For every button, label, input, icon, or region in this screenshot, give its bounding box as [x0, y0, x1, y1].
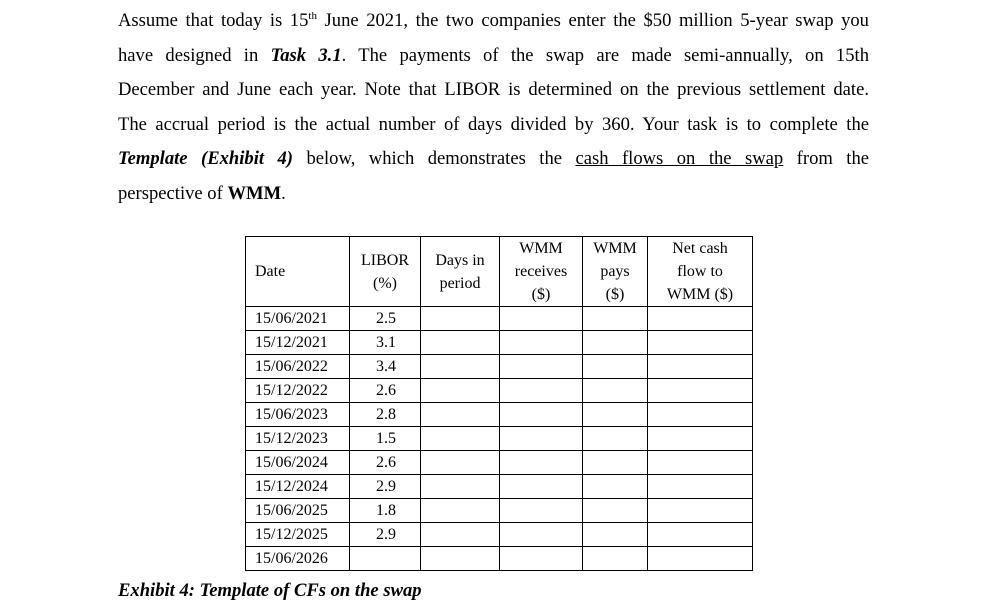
table-row: [246, 499, 753, 523]
task-paragraph: [118, 4, 869, 212]
date-cell: 15/06/2022: [246, 355, 350, 379]
net-cash-flow-cell[interactable]: [648, 403, 753, 427]
days-cell[interactable]: [421, 427, 500, 451]
table-header-row: [246, 237, 753, 307]
net-cash-flow-cell[interactable]: [648, 427, 753, 451]
table-row: [246, 403, 753, 427]
table-row: [246, 427, 753, 451]
header-label: WMM: [519, 240, 563, 257]
template-reference: Template (Exhibit 4): [118, 148, 293, 170]
header-date: [246, 237, 350, 307]
libor-cell: 3.4: [350, 355, 421, 379]
paragraph-text: . The payments of the swap are made semi-annually, on 15th: [341, 44, 869, 66]
days-cell[interactable]: [421, 451, 500, 475]
date-cell: 15/06/2026: [246, 547, 350, 571]
net-cash-flow-cell[interactable]: [648, 547, 753, 571]
pays-cell[interactable]: [583, 355, 648, 379]
header-label: ($): [605, 286, 625, 303]
header-label: (%): [373, 274, 397, 292]
receives-cell[interactable]: [500, 403, 583, 427]
receives-cell[interactable]: [500, 523, 583, 547]
paragraph-text: .: [281, 182, 286, 204]
table-row: [246, 355, 753, 379]
pays-cell[interactable]: [583, 403, 648, 427]
pays-cell[interactable]: [583, 331, 648, 355]
libor-cell: 2.6: [350, 379, 421, 403]
date-cell: 15/06/2025: [246, 499, 350, 523]
libor-cell: 2.6: [350, 451, 421, 475]
date-cell: 15/12/2025: [246, 523, 350, 547]
table-row: [246, 331, 753, 355]
days-cell[interactable]: [421, 475, 500, 499]
paragraph-text: below, which demonstrates the: [293, 148, 576, 170]
receives-cell[interactable]: [500, 379, 583, 403]
header-wmm-receives: [500, 237, 583, 307]
paragraph-line-5: [118, 142, 869, 177]
date-cell: 15/06/2023: [246, 403, 350, 427]
date-cell: 15/06/2021: [246, 307, 350, 331]
table-row: [246, 451, 753, 475]
receives-cell[interactable]: [500, 451, 583, 475]
days-cell[interactable]: [421, 307, 500, 331]
receives-cell[interactable]: [500, 307, 583, 331]
receives-cell[interactable]: [500, 355, 583, 379]
pays-cell[interactable]: [583, 499, 648, 523]
days-cell[interactable]: [421, 379, 500, 403]
libor-cell: [350, 547, 421, 571]
libor-cell: 2.8: [350, 403, 421, 427]
paragraph-text: perspective of: [118, 182, 228, 204]
header-label: Days in: [435, 251, 485, 269]
header-label: period: [439, 274, 481, 292]
pays-cell[interactable]: [583, 475, 648, 499]
net-cash-flow-cell[interactable]: [648, 331, 753, 355]
receives-cell[interactable]: [500, 427, 583, 451]
pays-cell[interactable]: [583, 307, 648, 331]
cash-flows-link[interactable]: cash flows on the swap: [575, 148, 784, 170]
table-row: [246, 379, 753, 403]
header-days-in-period: [421, 237, 500, 307]
header-label: LIBOR: [361, 251, 409, 269]
company-name: WMM: [227, 182, 282, 204]
days-cell[interactable]: [421, 403, 500, 427]
pays-cell[interactable]: [583, 427, 648, 451]
days-cell[interactable]: [421, 331, 500, 355]
task-reference: Task 3.1: [270, 44, 342, 66]
date-cell: 15/12/2024: [246, 475, 350, 499]
header-label: WMM: [593, 240, 637, 257]
paragraph-line-2: [118, 39, 869, 74]
receives-cell[interactable]: [500, 331, 583, 355]
days-cell[interactable]: [421, 355, 500, 379]
receives-cell[interactable]: [500, 475, 583, 499]
header-libor: [350, 237, 421, 307]
exhibit-caption: Exhibit 4: Template of CFs on the swap: [118, 580, 422, 601]
paragraph-line-6: [118, 177, 869, 212]
date-cell: 15/12/2023: [246, 427, 350, 451]
header-label: receives: [514, 263, 568, 280]
paragraph-line-3: [118, 73, 869, 108]
header-label: pays: [600, 263, 630, 280]
paragraph-text: June 2021, the two companies enter the $50 million 5-year swap you: [316, 10, 869, 31]
net-cash-flow-cell[interactable]: [648, 355, 753, 379]
pays-cell[interactable]: [583, 523, 648, 547]
libor-cell: 3.1: [350, 331, 421, 355]
libor-cell: 1.8: [350, 499, 421, 523]
ordinal-superscript: th: [308, 10, 317, 22]
net-cash-flow-cell[interactable]: [648, 379, 753, 403]
header-label: flow to: [677, 263, 723, 280]
paragraph-line-1: [118, 4, 869, 39]
table-row: [246, 307, 753, 331]
paragraph-line-4: [118, 108, 869, 143]
net-cash-flow-cell[interactable]: [648, 523, 753, 547]
receives-cell[interactable]: [500, 547, 583, 571]
header-label: ($): [531, 286, 551, 303]
paragraph-text: from the: [783, 148, 870, 170]
days-cell[interactable]: [421, 523, 500, 547]
days-cell[interactable]: [421, 499, 500, 523]
header-label: Date: [255, 263, 286, 280]
header-label: WMM ($): [666, 286, 734, 303]
paragraph-text: December and June each year. Note that LIBOR is determined on the previous settlement date.: [118, 79, 869, 101]
libor-cell: 2.9: [350, 523, 421, 547]
net-cash-flow-cell[interactable]: [648, 451, 753, 475]
table-row: [246, 523, 753, 547]
paragraph-text: Assume that today is 15: [118, 10, 309, 31]
receives-cell[interactable]: [500, 499, 583, 523]
header-label: Net cash: [672, 240, 728, 257]
net-cash-flow-cell[interactable]: [648, 499, 753, 523]
days-cell[interactable]: [421, 547, 500, 571]
date-cell: 15/12/2021: [246, 331, 350, 355]
net-cash-flow-cell[interactable]: [648, 307, 753, 331]
libor-cell: 2.5: [350, 307, 421, 331]
pays-cell[interactable]: [583, 379, 648, 403]
libor-cell: 1.5: [350, 427, 421, 451]
pays-cell[interactable]: [583, 547, 648, 571]
header-net-cash-flow: [648, 237, 753, 307]
table-row: [246, 475, 753, 499]
cash-flow-template-table: [245, 236, 753, 571]
net-cash-flow-cell[interactable]: [648, 475, 753, 499]
paragraph-text: have designed in: [118, 44, 271, 66]
libor-cell: 2.9: [350, 475, 421, 499]
paragraph-text: The accrual period is the actual number of days divided by 360. Your task is to complete the: [118, 113, 869, 135]
table-row: [246, 547, 753, 571]
date-cell: 15/06/2024: [246, 451, 350, 475]
pays-cell[interactable]: [583, 451, 648, 475]
header-wmm-pays: [583, 237, 648, 307]
date-cell: 15/12/2022: [246, 379, 350, 403]
